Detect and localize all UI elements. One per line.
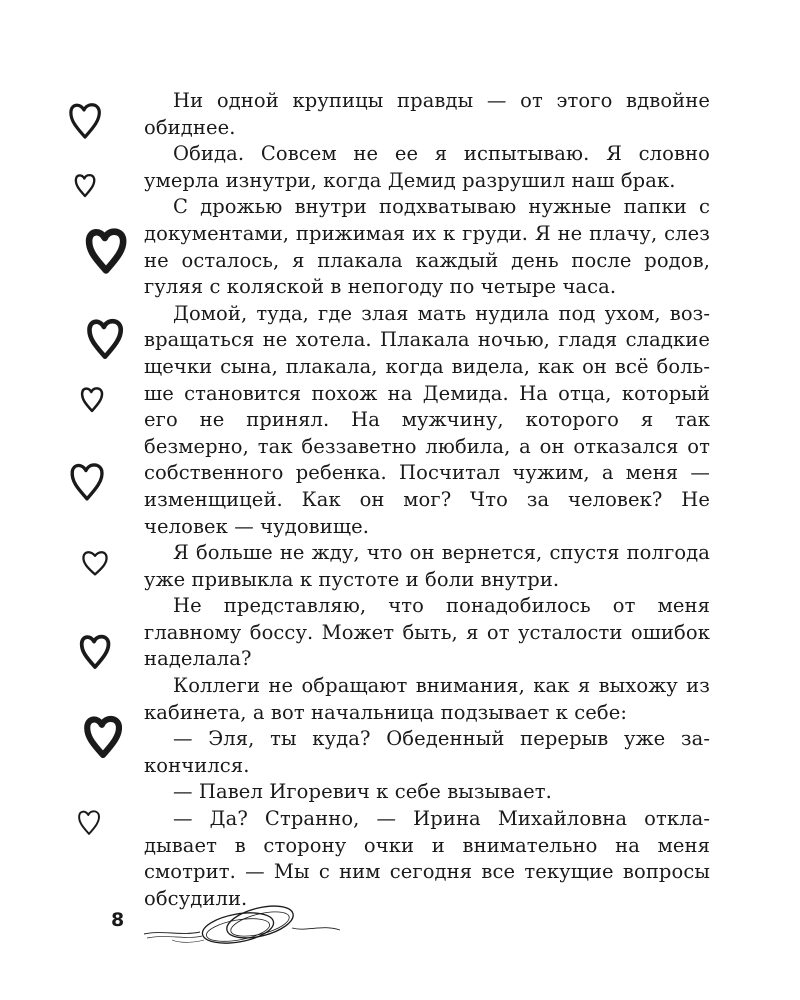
paragraph: — Да? Странно, — Ирина Михайловна откладывает в сторону очки и внимательно на меня смотрит. — Мы с ним сегодня все текущие вопросы обсудили.	[144, 807, 710, 910]
heart-icon	[68, 100, 102, 140]
paragraph: Не представляю, что понадобилось от меня главному боссу. Может быть, я от усталости ошибок наделала?	[144, 594, 710, 671]
heart-icon	[86, 316, 124, 360]
paragraph: Ни одной крупицы правды — от этого вдвойне обиднее.	[144, 89, 710, 139]
heart-icon	[79, 630, 111, 672]
page-number: 8	[111, 909, 125, 931]
heart-icon	[85, 226, 127, 274]
heart-icon	[80, 547, 110, 577]
paragraph: Домой, туда, где злая мать нудила под ухом, возвращаться не хотела. Плакала ночью, гладя сладкие щечки сына, плакала, когда видела, как он всё больше становится похож на Демида. На отца, который его не принял. На мужчину, которого я так безмерно, так беззаветно любила, а он отказался от собственного ребенка. Посчитал чужим, а меня — изменщицей. Как он мог? Что за человек? Не человек — чудовище.	[144, 301, 710, 538]
paragraph: Я больше не жду, что он вернется, спустя полгода уже привыкла к пустоте и боли внутри.	[144, 541, 710, 591]
wedding-rings-icon	[142, 894, 342, 958]
heart-icon	[80, 385, 104, 413]
heart-icon	[74, 172, 96, 198]
paragraph: Обида. Совсем не ее я испытываю. Я словно умерла изнутри, когда Демид разрушил наш брак.	[144, 142, 710, 192]
paragraph: — Павел Игоревич к себе вызывает.	[173, 780, 552, 804]
paragraph: Коллеги не обращают внимания, как я выхожу из кабинета, а вот начальница подзывает к себе:	[144, 674, 710, 724]
heart-icon	[77, 808, 101, 836]
paragraph: С дрожью внутри подхватываю нужные папки с документами, прижимая их к груди. Я не плачу, слез не осталось, я плакала каждый день после родов, гуляя с коляской в непогоду по четыре часа.	[144, 195, 710, 299]
paragraph: — Эля, ты куда? Обеденный перерыв уже закончился.	[144, 727, 710, 777]
body-text	[144, 88, 710, 912]
heart-icon	[69, 460, 105, 502]
heart-icon	[84, 712, 122, 760]
